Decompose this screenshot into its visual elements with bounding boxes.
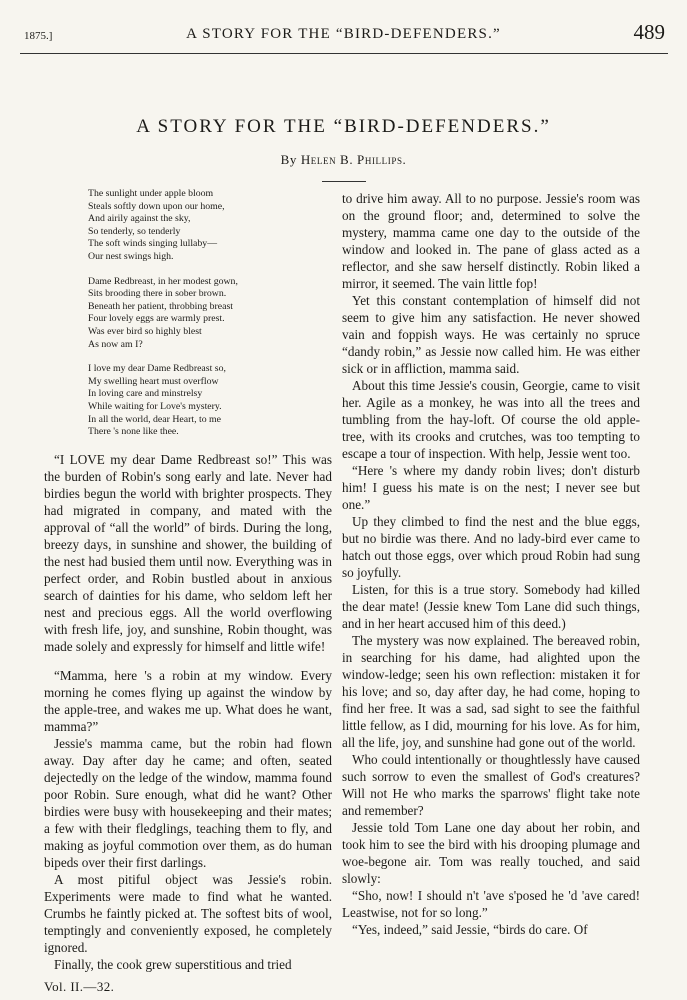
poem-line: The soft winds singing lullaby— [88, 238, 217, 250]
left-column [44, 188, 332, 995]
poem-stanza [88, 188, 332, 264]
poem-line: And airily against the sky, [88, 213, 191, 225]
poem-line: Sits brooding there in sober brown. [88, 288, 227, 300]
paragraph: to drive him away. All to no purpose. Jessie's room was on the ground floor; and, determined to solve the mystery, mamma came one day to the outside of the window and looked in. The pane of glass acted as a reflector, and she saw herself distinctly. Robin liked a mirror, it seemed. The vain little fop! [342, 191, 640, 291]
header-page-number: 489 [633, 20, 665, 44]
right-column [342, 190, 640, 938]
paragraph: “I LOVE my dear Dame Redbreast so!” This was the burden of Robin's song early and late. Never had birdies begun the world with brighter prospects. They had migrated in company, and mated with the approval of “all the world” of birds. During the long, breezy days, in sunshine and shower, the building of the nest had busied them until now. Everything was in perfect order, and Robin bustled about in anxious search of dainties for his dame, who seldom left her nest and precious eggs. All the world overflowing with fresh life, joy, and sunshine, Robin thought, was made solely and expressly for himself and little wife! [44, 451, 332, 654]
volume-folio: Vol. II.—32. [44, 978, 115, 994]
poem-stanza [88, 363, 332, 439]
paragraph: Up they climbed to find the nest and the blue eggs, but no birdie was there. And no lady-bird ever came to hatch out those eggs, over which proud Robin had sung so joyfully. [342, 514, 640, 580]
poem-stanza [88, 276, 332, 352]
poem [88, 188, 332, 439]
poem-line: The sunlight under apple bloom [88, 188, 214, 199]
poem-line: Was ever bird so highly blest [88, 325, 202, 337]
paragraph: “Here 's where my dandy robin lives; don't disturb him! I guess his mate is on the nest; I never see but one.” [342, 463, 640, 512]
poem-line: As now am I? [88, 338, 143, 350]
poem-line: Steals softly down upon our home, [88, 200, 225, 212]
poem-line: I love my dear Dame Redbreast so, [88, 363, 226, 375]
paragraph: A most pitiful object was Jessie's robin. Experiments were made to find what he wanted. Crumbs he faintly picked at. The softest bits of wool, temptingly and conveniently exposed, he completely ignored. [44, 871, 332, 955]
header-running-title: A STORY FOR THE “BIRD-DEFENDERS.” [186, 26, 501, 42]
paragraph: Yet this constant contemplation of himself did not seem to give him any satisfaction. He never showed vain and foppish ways. He was certainly no spruce “dandy robin,” as Jessie now called him. He was either sick or in affliction, mamma said. [342, 293, 640, 376]
paragraph: About this time Jessie's cousin, Georgie, came to visit her. Agile as a monkey, he was into all the trees and tumbling from the hay-loft. Of course the old apple-tree, with its crooks and crutches, was too tempting to escape a tour of inspection. With help, Jessie went too. [342, 378, 640, 461]
section-gap [44, 655, 332, 667]
poem-line: Four lovely eggs are warmly prest. [88, 313, 225, 325]
article-title: A STORY FOR THE “BIRD-DEFENDERS.” [136, 116, 551, 137]
poem-line: So tenderly, so tenderly [88, 225, 181, 237]
paragraph: Listen, for this is a true story. Somebody had killed the dear mate! (Jessie knew Tom Lane did such things, and in her heart accused him of this deed.) [342, 582, 640, 631]
poem-line: Beneath her patient, throbbing breast [88, 300, 234, 312]
paragraph: “Sho, now! I should n't 'ave s'posed he 'd 'ave cared! Leastwise, not for so long.” [342, 888, 640, 920]
paragraph: The mystery was now explained. The bereaved robin, in searching for his dame, had alighted upon the window-ledge; seen his own reflection: mistaken it for his love; and so, day after day, he had come, hoping to find her free. It was a sad, sad sight to see the faithful little fellow, as I did, mourning for his love. As for him, all the life, joy, and sunshine had gone out of the world. [342, 633, 640, 750]
article-byline: By Helen B. Phillips. [280, 152, 407, 167]
paragraph: Who could intentionally or thoughtlessly have caused such sorrow to even the smallest of God's creatures? Will not He who marks the sparrows' flight take note and remember? [342, 752, 640, 818]
title-rule [322, 181, 366, 182]
header-year: 1875.] [24, 30, 53, 42]
poem-line: My swelling heart must overflow [88, 375, 219, 387]
running-header [16, 20, 671, 50]
paragraph: “Yes, indeed,” said Jessie, “birds do care. Of [352, 922, 588, 937]
poem-line: While waiting for Love's mystery. [88, 400, 222, 412]
header-rule [20, 53, 668, 54]
poem-line: Our nest swings high. [88, 250, 174, 262]
poem-line: Dame Redbreast, in her modest gown, [88, 275, 238, 287]
paragraph: Jessie told Tom Lane one day about her robin, and took him to see the bird with his drooping plumage and woe-begone air. Tom was really touched, and said slowly: [342, 820, 640, 886]
poem-line: In loving care and minstrelsy [88, 388, 203, 400]
paragraph: Jessie's mamma came, but the robin had flown away. Day after day he came; and often, seated dejectedly on the ledge of the window, mamma found poor Robin. Sure enough, what did he want? Other birdies were busy with housekeeping and their mates; a few with their fledglings, teaching them to fly, and making as joyful commotion over them, as do human bipeds over their first darlings. [44, 735, 332, 870]
paragraph: Finally, the cook grew superstitious and tried [54, 956, 292, 972]
paragraph: “Mamma, here 's a robin at my window. Every morning he comes flying up against the window by the apple-tree, and wakes me up. What does he want, mamma?” [44, 667, 332, 734]
poem-line: In all the world, dear Heart, to me [88, 413, 222, 425]
poem-line: There 's none like thee. [88, 426, 179, 438]
